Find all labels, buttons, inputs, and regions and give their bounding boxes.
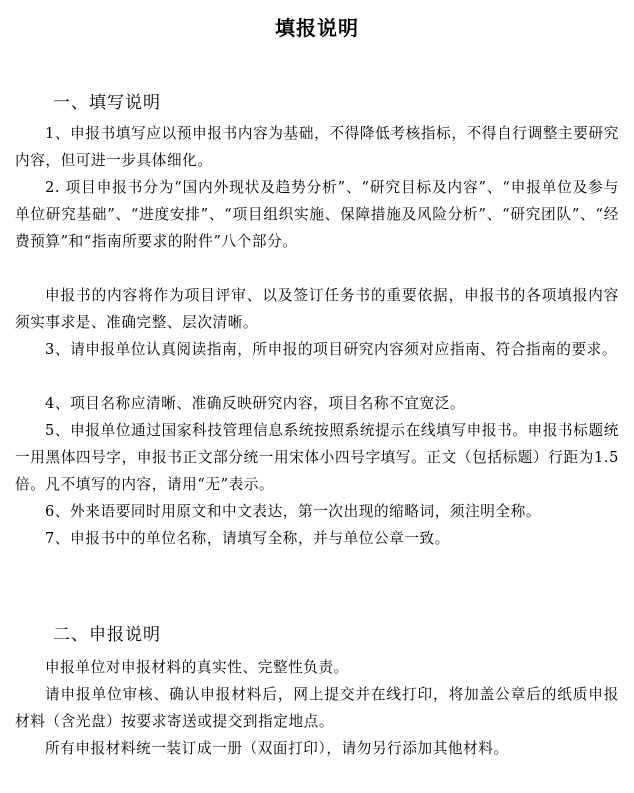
paragraph-responsibility: 申报单位对申报材料的真实性、完整性负责。: [45, 659, 349, 676]
section-heading-submission-instructions: 二、申报说明: [53, 625, 161, 645]
paragraph-item-1: 1、申报书填写应以预申报书内容为基础，不得降低考核指标，不得自行调整主要研究内容，但可进一步具体细化。: [15, 125, 619, 169]
document-title: 填报说明: [275, 16, 359, 40]
paragraph-item-5: 5、申报单位通过国家科技管理信息系统按照系统提示在线填写申报书。申报书标题统一用黑体四号字，申报书正文部分统一用宋体小四号字填写。正文（包括标题）行距为1.5倍。凡不填写的内容，请用“无”表示。: [15, 422, 619, 493]
paragraph-item-7: 7、申报书中的单位名称，请填写全称，并与单位公章一致。: [45, 530, 450, 547]
paragraph-item-2: 2. 项目申报书分为“国内外现状及趋势分析”、“研究目标及内容”、“申报单位及参与单位研究基础”、“进度安排”、“项目组织实施、保障措施及风险分析”、“研究团队”、“经费预算”和“指南所要求的附件”八个部分。: [15, 179, 619, 250]
paragraph-item-4: 4、项目名称应清晰、准确反映研究内容，项目名称不宜宽泛。: [45, 395, 466, 412]
paragraph-item-6: 6、外来语要同时用原文和中文表达，第一次出现的缩略词，须注明全称。: [45, 503, 542, 520]
paragraph-binding: 所有申报材料统一装订成一册（双面打印），请勿另行添加其他材料。: [45, 740, 509, 757]
paragraph-submission: 请申报单位审核、确认申报材料后，网上提交并在线打印，将加盖公章后的纸质申报材料（含光盘）按要求寄送或提交到指定地点。: [15, 686, 619, 730]
section-heading-filling-instructions: 一、填写说明: [53, 93, 161, 113]
paragraph-importance: 申报书的内容将作为项目评审、以及签订任务书的重要依据，申报书的各项填报内容须实事求是、准确完整、层次清晰。: [15, 287, 619, 331]
paragraph-item-3: 3、请申报单位认真阅读指南，所申报的项目研究内容须对应指南、符合指南的要求。: [45, 341, 618, 358]
